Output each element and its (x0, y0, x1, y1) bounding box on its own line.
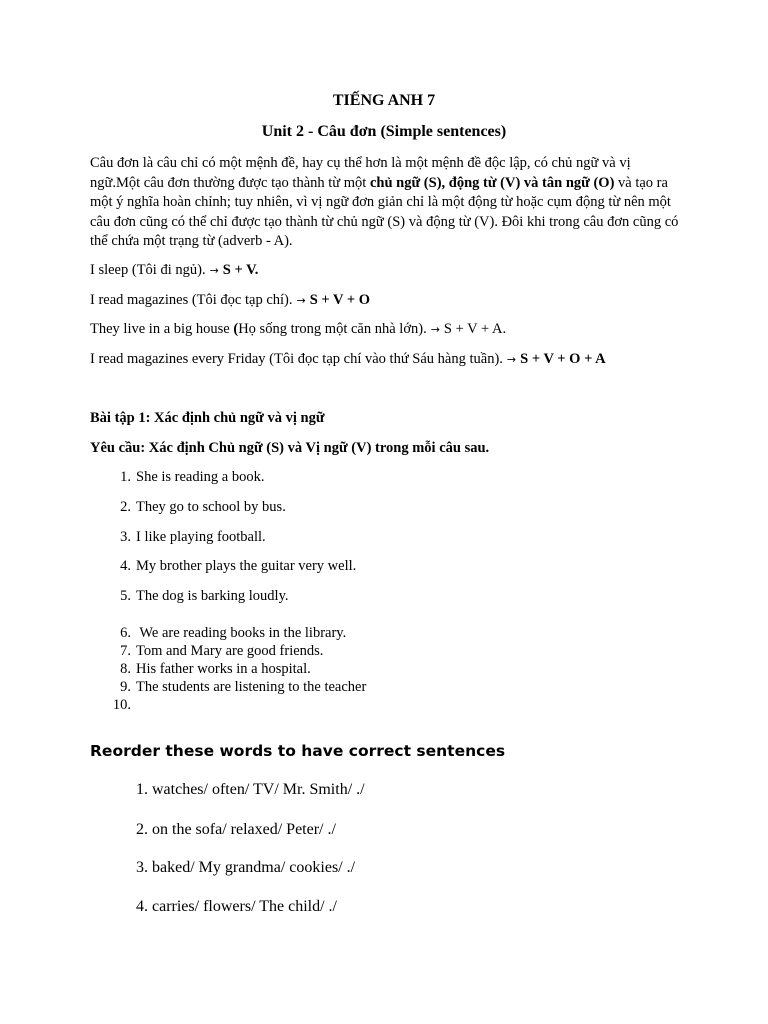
list-item-number: 7. (120, 643, 131, 659)
arrow-icon: → (209, 264, 219, 277)
list-item: We are reading books in the library. (136, 625, 347, 641)
list-item: She is reading a book. (136, 469, 265, 485)
intro-paragraph (90, 154, 680, 252)
example-formula: S + V + O + A (520, 351, 606, 367)
intro-text-2: và tạo ra một ý nghĩa hoàn chỉnh; tuy nhiên, vì vị ngữ đơn giản chỉ là một động từ hoặc cụm động từ nên một câu đơn cũng có thể chỉ được tạo thành từ chủ ngữ (S) và động từ (V). Đôi khi trong câu đơn cũng có thể chứa một trạng từ (adverb - A). (90, 174, 679, 249)
example-formula: S + V + A. (443, 321, 507, 337)
example-paren: ( (233, 321, 239, 337)
example-line (90, 292, 370, 309)
arrow-icon: → (430, 323, 440, 336)
list-item-number: 2. (120, 499, 131, 515)
example-line (90, 321, 506, 338)
list-item-number: 6. (120, 625, 131, 641)
unit-subtitle: Unit 2 - Câu đơn (Simple sentences) (261, 123, 507, 140)
list-item-number: 4. (120, 558, 131, 574)
document-title: TIẾNG ANH 7 (332, 92, 436, 109)
exercise-requirement: Yêu cầu: Xác định Chủ ngữ (S) và Vị ngữ (V) trong mỗi câu sau. (90, 440, 490, 456)
example-text: I read magazines every Friday (Tôi đọc tạp chí vào thứ Sáu hàng tuần). (90, 351, 503, 367)
example-line (90, 351, 606, 368)
intro-bold-terms: chủ ngữ (S), động từ (V) và tân ngữ (O) (369, 174, 615, 191)
example-text: They live in a big house (90, 321, 234, 337)
example-formula: S + V. (222, 262, 259, 278)
list-item: His father works in a hospital. (136, 661, 311, 677)
list-item-number: 1. (120, 469, 131, 485)
list-item-number: 8. (120, 661, 131, 677)
example-text: Họ sống trong một căn nhà lớn). (238, 321, 427, 337)
arrow-icon: → (506, 353, 517, 366)
example-formula: S + V + O (309, 292, 371, 308)
reorder-heading: Reorder these words to have correct sentences (90, 742, 506, 760)
list-item-number: 10. (112, 697, 131, 713)
list-item: My brother plays the guitar very well. (136, 558, 357, 574)
list-item: Tom and Mary are good friends. (136, 643, 324, 659)
example-text: I sleep (Tôi đi ngủ). (90, 262, 206, 278)
example-text: I read magazines (Tôi đọc tạp chí). (90, 292, 293, 308)
list-item: The students are listening to the teacher (136, 679, 367, 695)
list-item: I like playing football. (136, 529, 266, 545)
list-item: The dog is barking loudly. (136, 588, 289, 604)
reorder-item: 3. baked/ My grandma/ cookies/ ./ (136, 859, 356, 876)
intro-text-1: Câu đơn là câu chỉ có một mệnh đề, hay cụ thể hơn là một mệnh đề độc lập, có chủ ngữ và vị ngữ.Một câu đơn thường được tạo thành từ một (90, 155, 631, 191)
list-item-number: 3. (120, 529, 131, 545)
list-item-number: 9. (120, 679, 131, 695)
reorder-item: 2. on the sofa/ relaxed/ Peter/ ./ (136, 821, 336, 838)
list-item: They go to school by bus. (136, 499, 286, 515)
list-item-number: 5. (120, 588, 131, 604)
arrow-icon: → (296, 294, 306, 307)
reorder-item: 4. carries/ flowers/ The child/ ./ (136, 898, 337, 915)
example-line (90, 262, 258, 279)
reorder-item: 1. watches/ often/ TV/ Mr. Smith/ ./ (136, 781, 365, 798)
exercise-heading: Bài tập 1: Xác định chủ ngữ và vị ngữ (90, 410, 325, 426)
